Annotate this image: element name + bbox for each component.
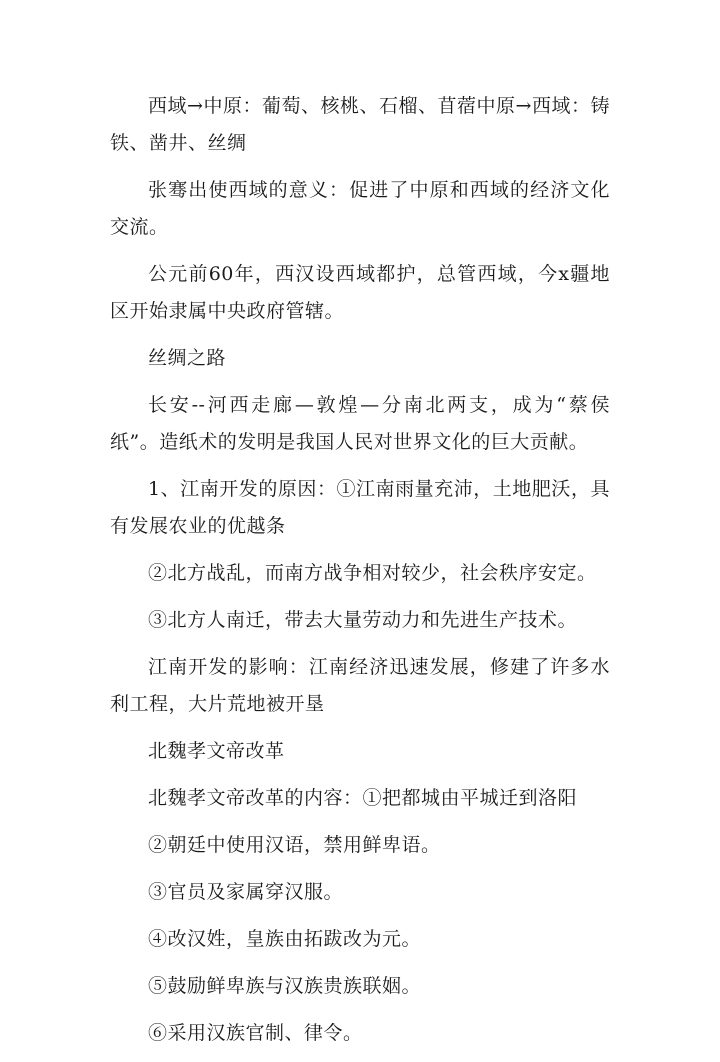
paragraph-jiangnan-cause-2: ②北方战乱，而南方战争相对较少，社会秩序安定。 [148,562,597,584]
paragraph-zhang-qian-significance: 张骞出使西域的意义：促进了中原和西域的经济文化交流。 [110,179,610,238]
paragraph-reform-content-1: 北魏孝文帝改革的内容：①把都城由平城迁到洛阳 [148,787,578,809]
paragraph-reform-content-4: ④改汉姓，皇族由拓跋改为元。 [148,928,422,950]
paragraph-western-regions-protectorate: 公元前60年，西汉设西域都护，总管西域，今x疆地区开始隶属中央政府管辖。 [110,263,610,322]
paragraph-silk-road-route: 长安--河西走廊—敦煌—分南北两支，成为“蔡侯纸”。造纸术的发明是我国人民对世界文化的巨大贡献。 [110,394,610,453]
paragraph-jiangnan-cause-3: ③北方人南迁，带去大量劳动力和先进生产技术。 [148,609,578,631]
paragraph-trade-goods: 西域→中原：葡萄、核桃、石榴、苜蓿中原→西域：铸铁、凿井、丝绸 [110,95,610,154]
paragraph-reform-content-2: ②朝廷中使用汉语，禁用鲜卑语。 [148,834,441,856]
paragraph-reform-content-6: ⑥采用汉族官制、律令。 [148,1022,363,1044]
paragraph-reform-content-3: ③官员及家属穿汉服。 [148,881,344,903]
paragraph-reform-content-5: ⑤鼓励鲜卑族与汉族贵族联姻。 [148,975,422,997]
paragraph-jiangnan-cause-1: 1、江南开发的原因：①江南雨量充沛，土地肥沃，具有发展农业的优越条 [110,478,610,537]
document-body [110,88,610,1062]
heading-silk-road: 丝绸之路 [148,347,227,369]
heading-xiaowen-reform: 北魏孝文帝改革 [148,740,285,762]
paragraph-jiangnan-impact: 江南开发的影响：江南经济迅速发展，修建了许多水利工程，大片荒地被开垦 [110,656,610,715]
